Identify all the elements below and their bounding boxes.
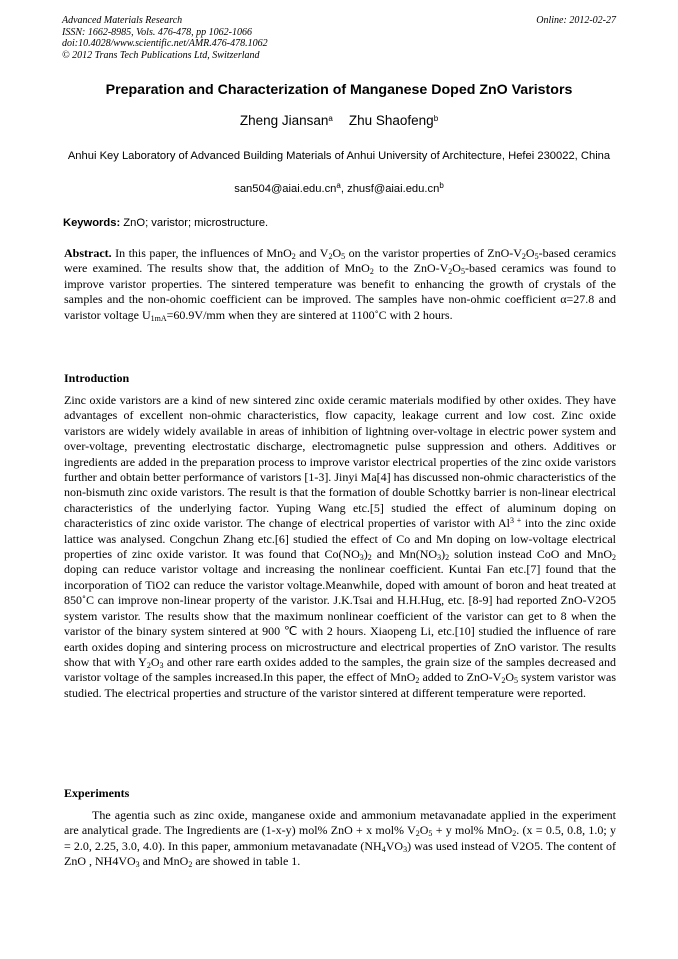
section-heading-experiments: Experiments [64,786,130,800]
body-text: Zinc oxide varistors are a kind of new sintered zinc oxide ceramic materials modified by other oxides. They have advantages of excellent non-ohmic characteristics, flow capacity, leakage current and low cost. Zinc oxide varistors are widely widely available in areas of inhibition of lightning over-voltage in electric power system and over-voltage, preventing electrostatic discharge, electromagnetic pulse suppression and others. Additives or ingredients are added in the preparation process to improve varistor electrical properties of the zinc oxide varistors further and obtain better performance of varistors [1-3]. Jinyi Ma[4] has discussed non-ohmic characteristics of the non-bismuth zinc oxide varistors. The result is that the formation of double Schottky barrier is non-linear electrical characteristics of the underlying factor. Yuping Wang etc.[5] studied the effect of aluminum doping on characteristics of zinc oxide varistor. The change of electrical properties of varistor with Al [64,393,616,531]
subscript: 5 [428,829,433,839]
abstract-text: O [452,261,461,276]
issn-line: ISSN: 1662-8985, Vols. 476-478, pp 1062-1066 [62,26,252,38]
subscript: 5 [341,252,346,261]
abstract-text: to the ZnO-V [373,261,449,276]
email-list: $san504@aiai.edu.cn^a$, $zhusf@aiai.edu.cn^b$ [234,181,444,195]
body-text: solution instead CoO and MnO [449,547,613,562]
subscript: 1mA [150,313,167,323]
author-name: Zhu Shaofeng [348,113,434,128]
body-text: system varistor was studied. The electrical properties and structure of the varistor sintered at different temperature were reported. [64,670,616,700]
author-email[interactable]: san504@aiai.edu.cn [234,183,337,195]
abstract-text: and V [295,246,329,260]
abstract-paragraph [64,246,616,323]
online-date: Online: 2012-02-27 [536,15,616,26]
body-text: added to ZnO-V [419,670,502,685]
subscript: 2 [415,676,420,686]
body-text: are showed in table 1. [192,854,301,869]
body-text: doping can reduce varistor voltage and increasing the nonlinear coefficient. Kuntai Fan etc.[7] found that the incorporation of TiO2 can reduce the varistor voltage.Meanwhile, doped with amount of boron and heat treated at 850˚C can improve non-linear property of the varistor. J.K.Tsai and H.H.Hug, etc. [8-9] had reported ZnO-V2O5 system varistor. The results show that the maximum nonlinear coefficient of the varistor can get to 8 when the varistor of the binary system sintered at 900 ℃ with 2 hours. Xiaopeng Li, etc.[10] studied the influence of rare earth oxides doping and sintering process on microstructure and electrical properties of ZnO varistor. The results show that with Y [64,562,616,669]
subscript: 2 [445,553,450,563]
superscript: 3 + [510,516,522,526]
abstract-label: Abstract. [64,246,112,260]
subscript: 3 [359,553,364,563]
abstract-text: -based ceramics was found to improve varistor properties. The sintered temperature was benefit to enhancing the growth of crystals of the samples and the non-ohomic coefficient can be improved. The samples have non-ohmic coefficient α=27.8 and varistor voltage U [64,261,616,322]
subscript: 4 [381,844,386,854]
subscript: 2 [512,829,517,839]
body-text: and Mn(NO [371,547,438,562]
body-text: VO [385,838,404,853]
body-text: into the zinc oxide lattice was analysed. Congchun Zhang etc.[6] studied the effect of Co and Mn doping on low-voltage electrical properties of zinc oxide varistor. It was found that Co(NO [64,516,616,562]
subscript: 2 [521,252,526,261]
body-text: and MnO [139,854,189,869]
copyright-line: © 2012 Trans Tech Publications Ltd, Switzerland [62,49,260,61]
keywords-text: ZnO; varistor; microstructure. [120,217,269,229]
author-name: Zheng Jiansan [239,113,329,128]
affiliation: Anhui Key Laboratory of Advanced Building Materials of Anhui University of Architecture, Hefei 230022, China [67,150,611,162]
author-mark: a [328,114,333,123]
subscript: 3 [403,844,408,854]
subscript: 2 [501,676,506,686]
body-text: O [150,654,160,669]
author-email[interactable]: zhusf@aiai.edu.cn [347,183,440,195]
subscript: 3 [135,860,140,870]
author-mark: b [433,114,439,123]
body-text: ) was used instead of V2O5. The content of ZnO , NH4VO [64,838,616,869]
subscript: 2 [188,860,193,870]
abstract-text: =60.9V/mm when they are sintered at 1100˚C with 2 hours. [166,307,453,322]
subscript: 2 [369,267,374,277]
subscript: 2 [612,553,617,563]
subscript: 2 [448,267,453,277]
body-text: + y mol% MnO [432,823,513,838]
body-text: O [505,670,515,685]
subscript: 5 [460,267,465,277]
keywords-label: Keywords: [63,217,121,229]
abstract-text: O [332,246,342,260]
abstract-text: -based ceramics were examined. The results show that, the addition of MnO [64,246,617,276]
abstract-text: O [525,246,535,260]
abstract-text: on the varistor properties of ZnO-V [345,246,522,260]
doi-line: doi:10.4028/www.scientific.net/AMR.476-478.1062 [62,38,268,50]
experiments-paragraph [64,808,616,870]
keywords [63,217,268,229]
journal-header [62,15,268,61]
subscript: 2 [415,829,420,839]
author-list [40,113,638,128]
body-text: . (x = 0.5, 0.8, 1.0; y = 2.0, 2.25, 3.0, 4.0). In this paper, ammonium metavanadate (NH [64,823,616,853]
introduction-paragraph [64,393,616,701]
subscript: 2 [291,252,296,261]
paper-title: Preparation and Characterization of Manganese Doped ZnO Varistors [105,82,573,98]
subscript: 2 [367,553,372,563]
subscript: 2 [328,252,333,261]
abstract-text: In this paper, the influences of MnO [111,246,292,260]
subscript: 5 [514,676,519,686]
email-mark: a [336,181,341,190]
body-text: ) [363,547,368,562]
email-mark: b [439,181,444,190]
section-heading-introduction: Introduction [64,371,130,385]
subscript: 2 [146,660,151,670]
body-text: ) [441,547,446,562]
subscript: 3 [437,553,442,563]
subscript: 3 [159,660,164,670]
body-text: and other rare earth oxides added to the samples, the grain size of the samples decreased and varistor voltage of the samples increased.In this paper, the effect of MnO [64,654,616,685]
subscript: 5 [534,252,539,261]
journal-name: Advanced Materials Research [62,15,183,26]
body-text: O [419,823,429,838]
body-text: The agentia such as zinc oxide, manganese oxide and ammonium metavanadate applied in the experiment are analytical grade. The Ingredients are (1-x-y) mol% ZnO + x mol% V [64,808,616,838]
